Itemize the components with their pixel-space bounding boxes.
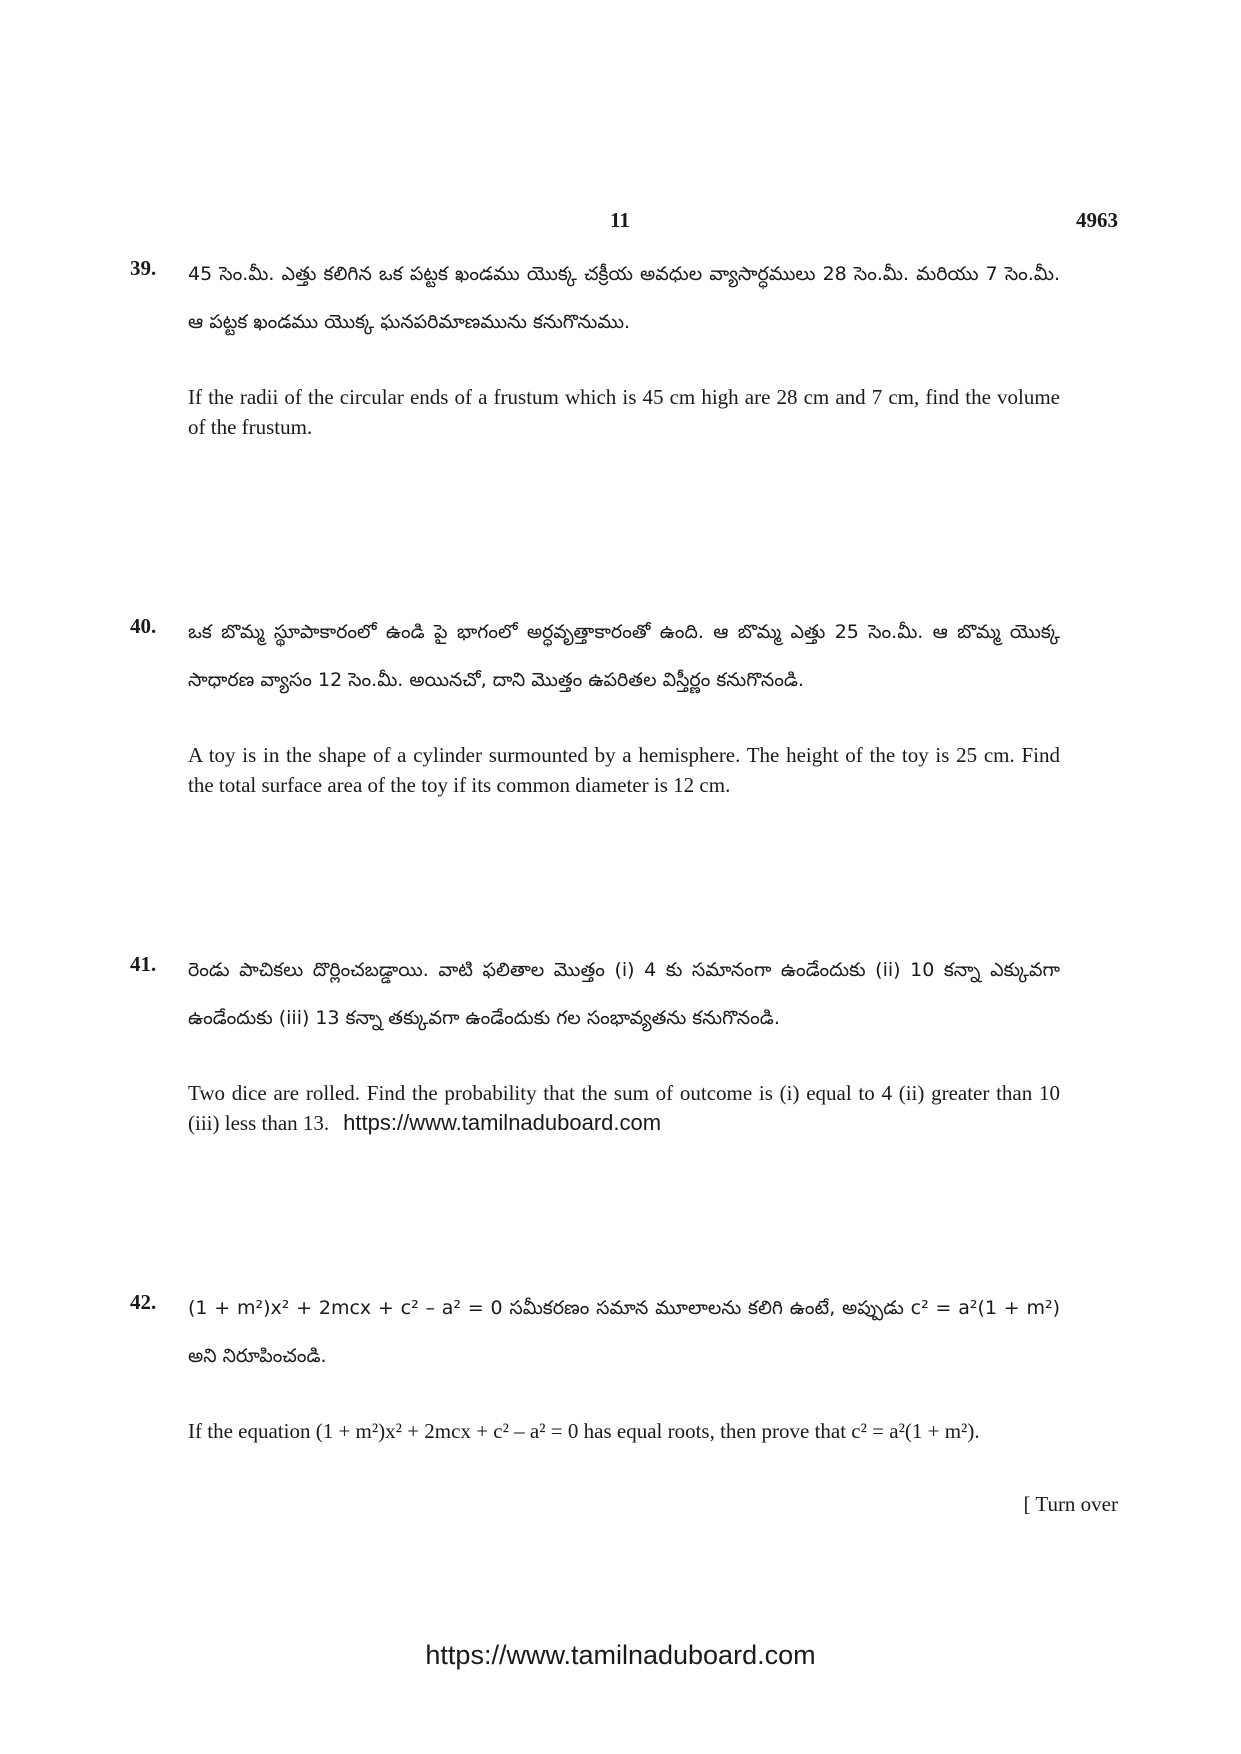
question-text-english: A toy is in the shape of a cylinder surmounted by a hemisphere. The height of the toy is 25 cm. Find the total surface area of the toy if its common diameter is 12 cm. [188,743,1060,797]
watermark-url-link[interactable]: https://www.tamilnaduboard.com [343,1110,662,1135]
question-text-english: If the radii of the circular ends of a frustum which is 45 cm high are 28 cm and 7 cm, find the volume of the frustum. [188,385,1060,439]
question-text-english [188,1078,1060,1138]
question-41 [130,946,1060,1138]
question-42 [130,1284,1060,1446]
page-number: 11 [610,208,630,232]
question-text-telugu: 45 సెం.మీ. ఎత్తు కలిగిన ఒక పట్టక ఖండము యొక్క చక్రీయ అవధుల వ్యాసార్ధములు 28 సెం.మీ. మరియు 7 సెం.మీ. ఆ పట్టక ఖండము యొక్క ఘనపరిమాణమును కనుగొనుము. [188,263,1060,333]
paper-code: 4963 [1076,208,1118,232]
question-text-telugu: ఒక బొమ్మ స్థూపాకారంలో ఉండి పై భాగంలో అర్ధవృత్తాకారంతో ఉంది. ఆ బొమ్మ ఎత్తు 25 సెం.మీ. ఆ బొమ్మ యొక్క సాధారణ వ్యాసం 12 సెం.మీ. అయినచో, దాని మొత్తం ఉపరితల విస్తీర్ణం కనుగొనండి. [188,621,1060,691]
footer-url-link[interactable]: https://www.tamilnaduboard.com [425,1640,816,1670]
question-text-telugu: రెండు పాచికలు దొర్లించబడ్డాయి. వాటి ఫలితాల మొత్తం (i) 4 కు సమానంగా ఉండేందుకు (ii) 10 కన్నా ఎక్కువగా ఉండేందుకు (iii) 13 కన్నా తక్కువగా ఉండేందుకు గల సంభావ్యతను కనుగొనండి. [188,959,1060,1029]
question-40 [130,608,1060,800]
question-number: 41. [130,952,157,976]
question-number: 42. [130,1290,157,1314]
question-english-body: Two dice are rolled. Find the probability that the sum of outcome is (i) equal to 4 (ii) greater than 10 (iii) less than 13. [188,1081,1060,1135]
question-text-english: If the equation (1 + m²)x² + 2mcx + c² – a² = 0 has equal roots, then prove that c² = a²(1 + m²). [188,1419,980,1443]
turn-over-label: [ Turn over [1023,1492,1118,1516]
question-text-telugu: (1 + m²)x² + 2mcx + c² – a² = 0 సమీకరణం సమాన మూలాలను కలిగి ఉంటే, అప్పుడు c² = a²(1 + m²) అని నిరూపించండి. [188,1297,1060,1367]
question-number: 40. [130,614,157,638]
question-number: 39. [130,256,157,280]
question-39 [130,250,1060,442]
